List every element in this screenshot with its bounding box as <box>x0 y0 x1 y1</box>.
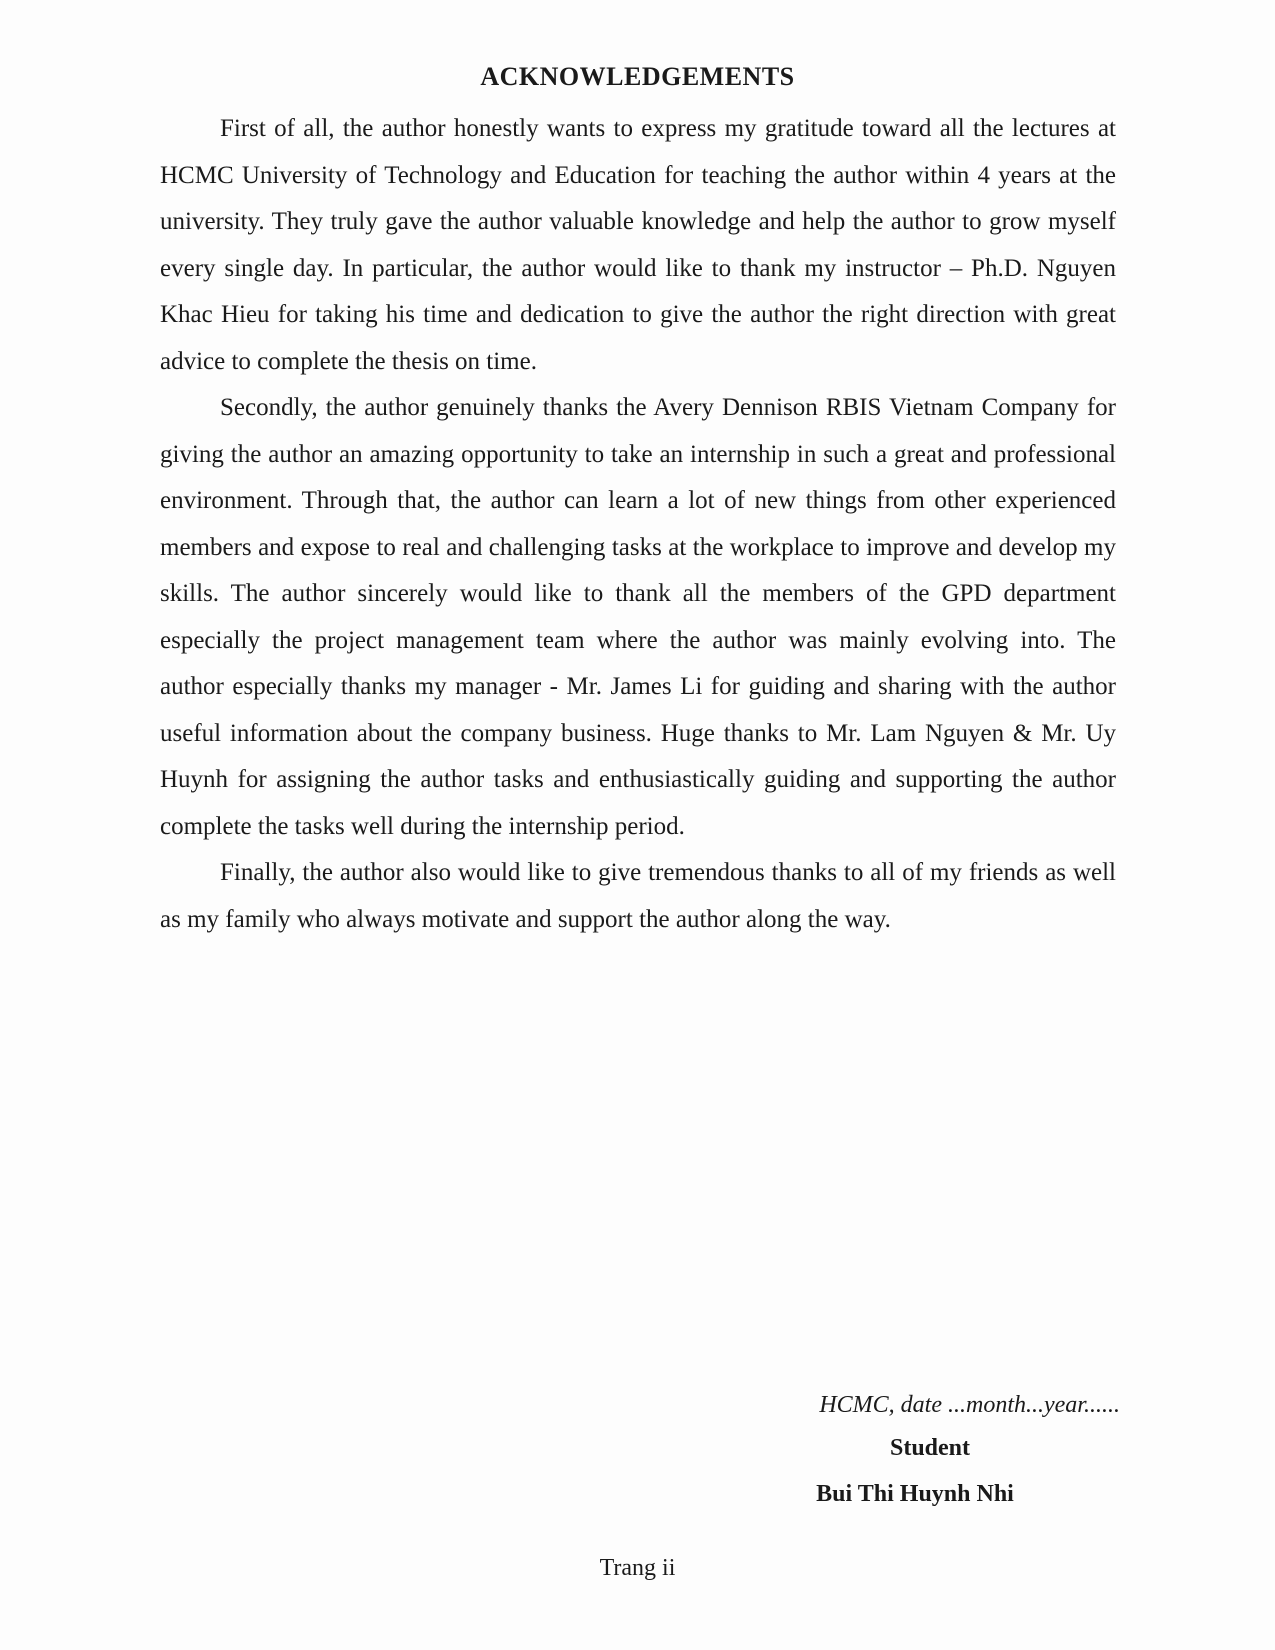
paragraph-gratitude-company: Secondly, the author genuinely thanks the Avery Dennison RBIS Vietnam Company for giving the author an amazing opportunity to take an internship in such a great and professional environment. Through that, the author can learn a lot of new things from other experienced members and expose to real and challenging tasks at the workplace to improve and develop my skills. The author sincerely would like to thank all the members of the GPD department especially the project management team where the author was mainly evolving into. The author especially thanks my manager - Mr. James Li for guiding and sharing with the author useful information about the company business. Huge thanks to Mr. Lam Nguyen & Mr. Uy Huynh for assigning the author tasks and enthusiastically guiding and supporting the author complete the tasks well during the internship period. <box>160 394 1116 840</box>
page-title: ACKNOWLEDGEMENTS <box>480 62 795 91</box>
signature-role: Student <box>889 1435 971 1461</box>
signature-block <box>700 1385 1120 1517</box>
paragraph-gratitude-lecturers: First of all, the author honestly wants to express my gratitude toward all the lectures at HCMC University of Technology and Education for teaching the author within 4 years at the university. They truly gave the author valuable knowledge and help the author to grow myself every single day. In particular, the author would like to thank my instructor – Ph.D. Nguyen Khac Hieu for taking his time and dedication to give the author the right direction with great advice to complete the thesis on time. <box>160 115 1116 375</box>
paragraph-gratitude-family: Finally, the author also would like to give tremendous thanks to all of my friends as well as my family who always motivate and support the author along the way. <box>160 859 1116 933</box>
acknowledgement-body <box>160 106 1116 943</box>
signature-date: HCMC, date ...month...year...... <box>819 1392 1120 1418</box>
signature-name: Bui Thi Huynh Nhi <box>816 1481 1014 1507</box>
page-number: Trang ii <box>599 1555 676 1581</box>
